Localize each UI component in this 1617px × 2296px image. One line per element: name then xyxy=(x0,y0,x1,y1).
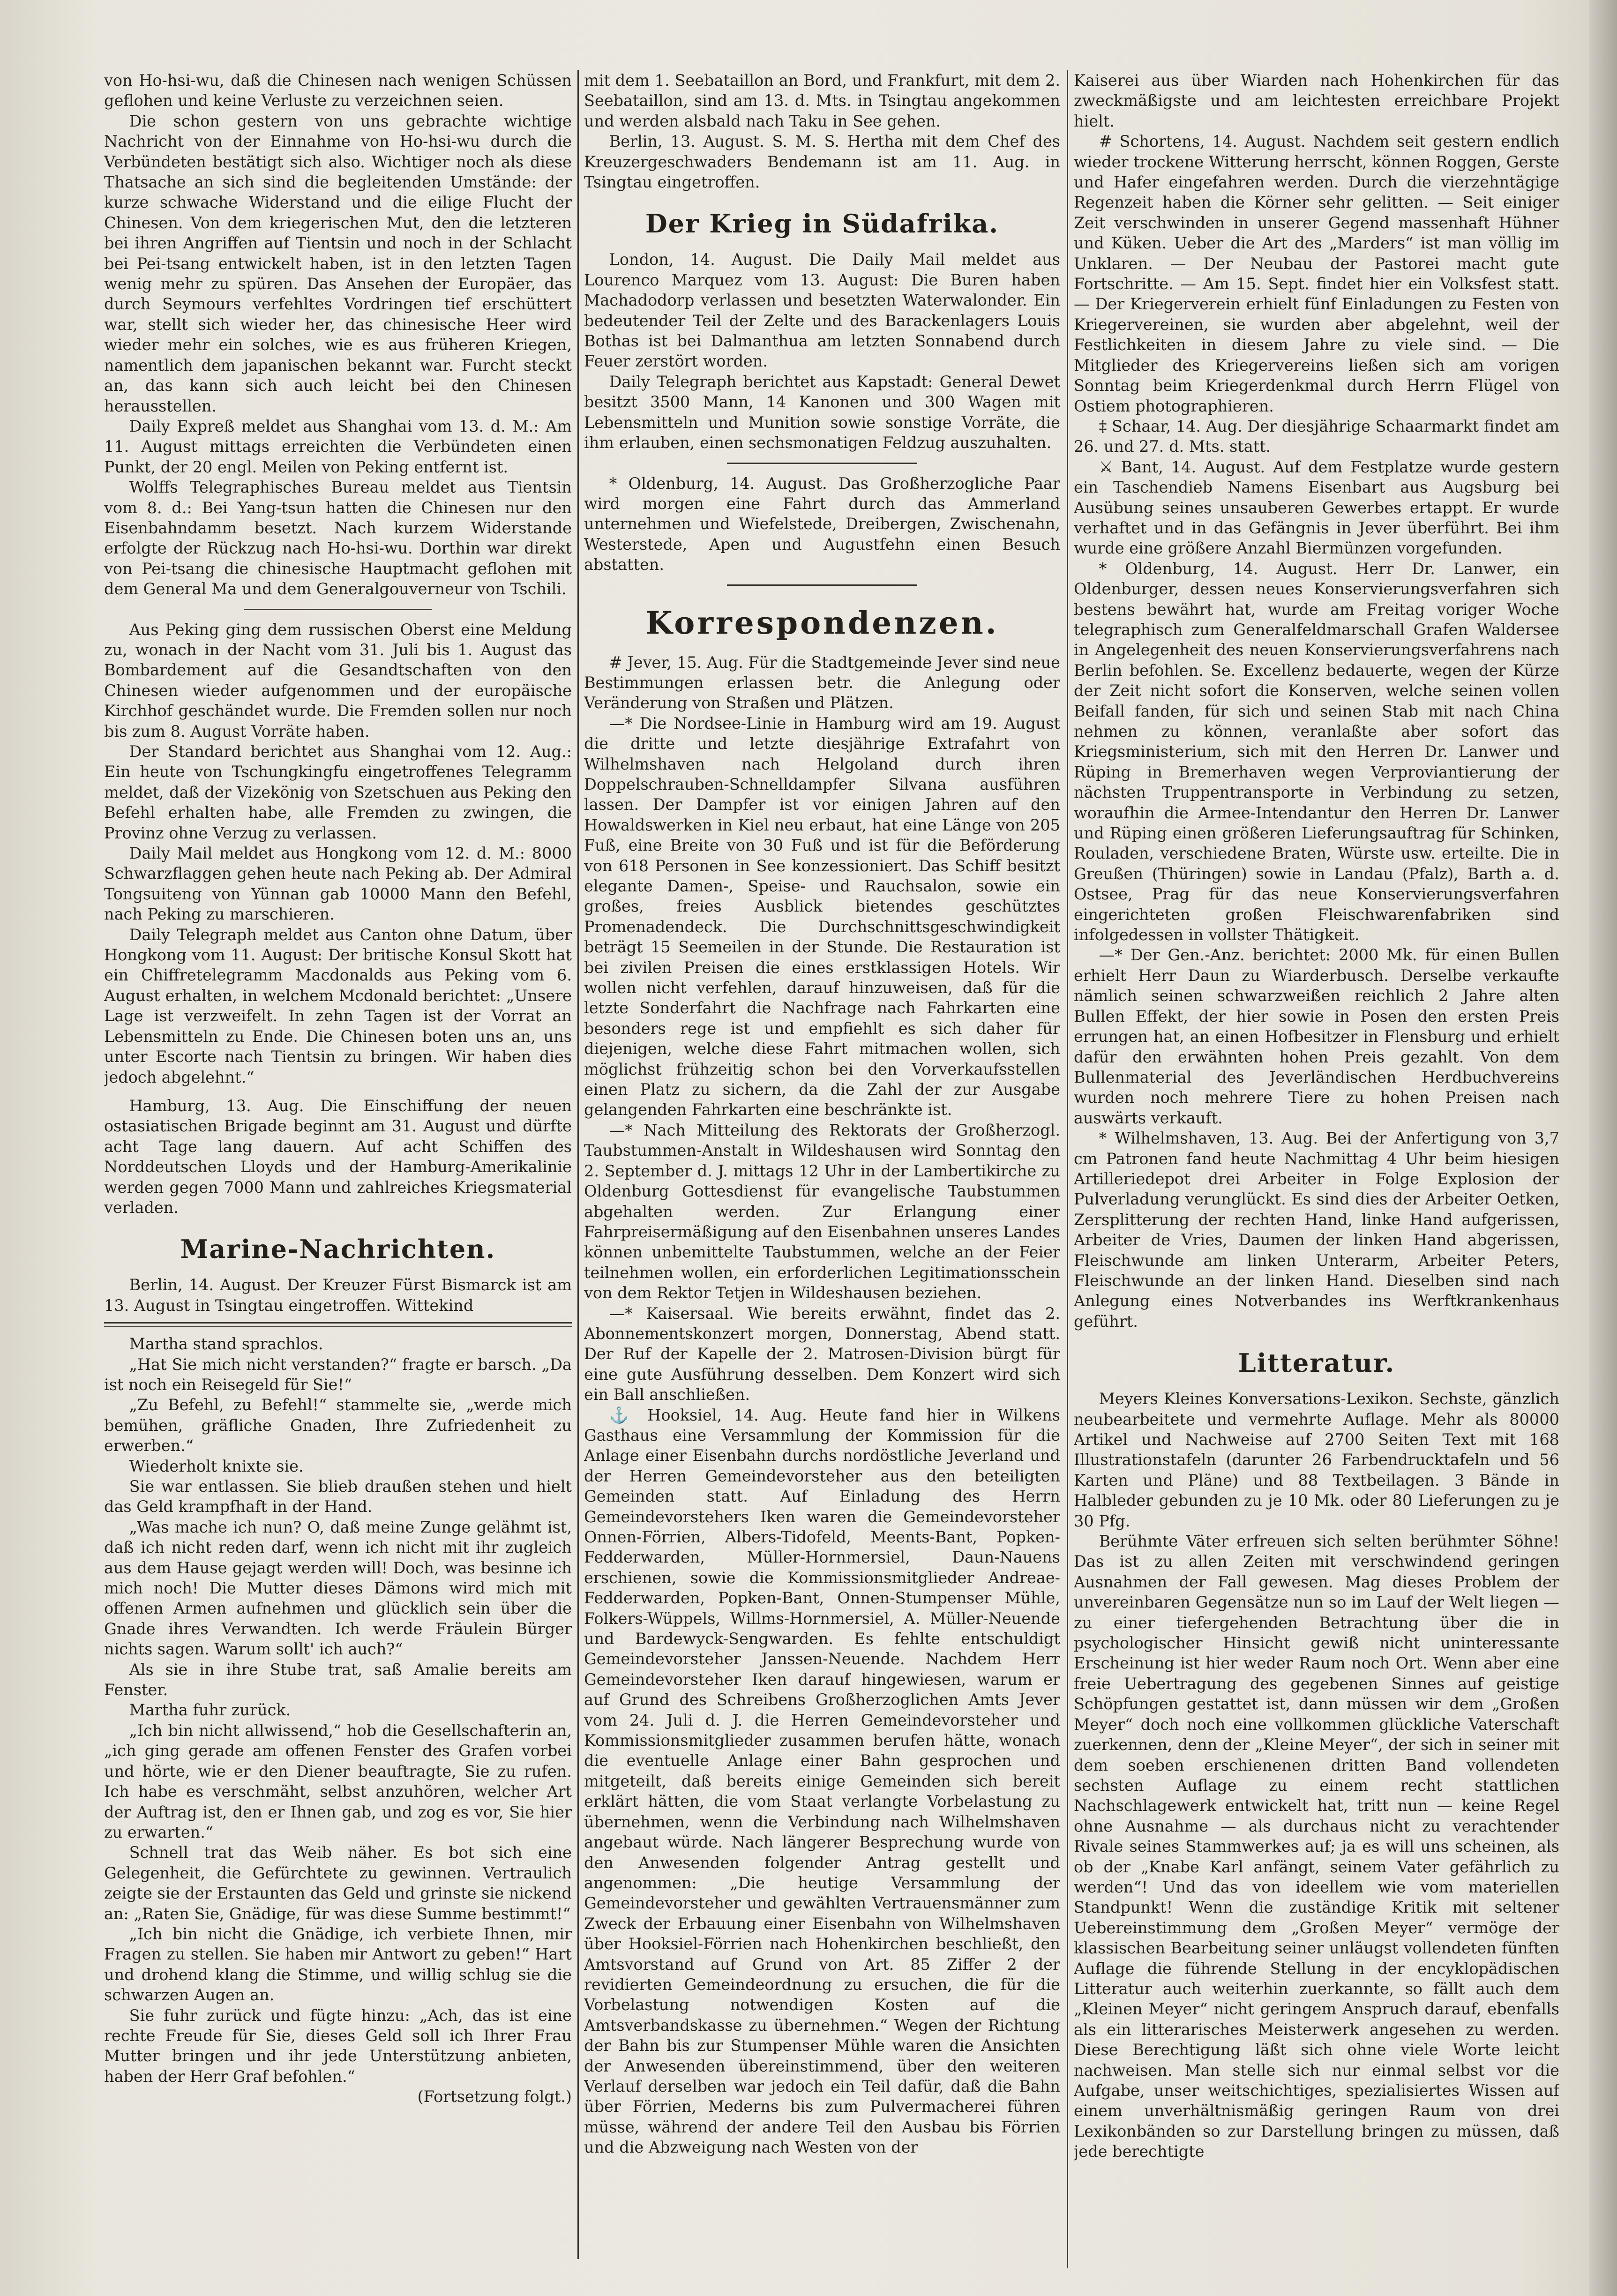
paragraph: Hamburg, 13. Aug. Die Einschiffung der neuen ostasiatischen Brigade beginnt am 31. August und dürfte acht Tage lang dauern. Auf acht Schiffen des Norddeutschen Lloyds und der Hamburg-Amerikalinie werden gegen 7000 Mann und zahlreiches Kriegsmaterial verladen. xyxy=(104,1096,572,1217)
separator-rule xyxy=(727,584,917,586)
paragraph: ⚓ Hooksiel, 14. Aug. Heute fand hier in Wilkens Gasthaus eine Versammlung der Kommission für die Anlage einer Eisenbahn durchs nordöstliche Jeverland und der Herren Gemeindevorsteher aus den beteiligten Gemeinden statt. Auf Einladung des Herrn Gemeindevorstehers Iken waren die Gemeindevorsteher Onnen-Förrien, Albers-Tidofeld, Meents-Bant, Popken-Fedderwarden, Müller-Hornmersiel, Daun-Nauens erschienen, sowie die Kommissionsmitglieder Andreae-Fedderwarden, Popken-Bant, Onnen-Stumpenser Mühle, Folkers-Wüppels, Willms-Hornmersiel, A. Müller-Neuende und Bardewyck-Sengwarden. Es fehlte entschuldigt Gemeindevorsteher Janssen-Neuende. Nachdem Herr Gemeindevorsteher Iken darauf hingewiesen, warum er auf Grund des Schreibens Großherzoglichen Amts Jever vom 24. Juli d. J. die Herren Gemeindevorsteher und Kommissionsmitglieder zusammen berufen hätte, wonach die eventuelle Anlage einer Bahn gesprochen und mitgeteilt, daß bereits einige Gemeinden sich bereit erklärt hätten, die vom Staat verlangte Vorbelastung zu übernehmen, wenn die Verbindung nach Wilhelmshaven angebaut würde. Nach längerer Besprechung wurde von den Anwesenden folgender Antrag gestellt und angenommen: „Die heutige Versammlung der Gemeindevorsteher und gewählten Vertrauensmänner zum Zweck der Erbauung einer Eisenbahn von Wilhelmshaven über Hooksiel-Förrien nach Hohenkirchen beschließt, den Amtsvorstand auf Grund von Art. 85 Ziffer 2 der revidierten Gemeindeordnung zu ersuchen, die für die Vorbelastung notwendigen Kosten auf die Amtsverbandskasse zu übernehmen.“ Wegen der Richtung der Bahn bis zur Stumpenser Mühle waren die Ansichten der Anwesenden übereinstimmend, über den weiteren Verlauf derselben war jedoch ein Teil dafür, daß die Bahn über Förrien, Mederns bis zum Pulvermacherei führen müsse, während der andere Teil den Ausbau bis Förrien und die Abzweigung nach Westen von der xyxy=(584,1406,1060,2157)
column-right xyxy=(1074,70,1559,2273)
continuation-note: (Fortsetzung folgt.) xyxy=(417,2087,572,2106)
paragraph: London, 14. August. Die Daily Mail meldet aus Lourenco Marquez vom 13. August: Die Buren haben Machadodorp verlassen und besetzten Waterwalonder. Ein bedeutender Teil der Zelte und des Barackenlagers Louis Bothas ist bei Dalmanthua am letzten Sonnabend durch Feuer zerstört worden. xyxy=(584,250,1060,371)
section-heading-korrespondenzen: Korrespondenzen. xyxy=(645,604,999,641)
paragraph: # Schortens, 14. August. Nachdem seit gestern endlich wieder trockene Witterung herrscht, können Roggen, Gerste und Hafer eingefahren werden. Durch die vierzehntägige Regenzeit haben die Körner sehr gelitten. — Seit einiger Zeit verschwinden in unserer Gegend massenhaft Hühner und Küken. Ueber die Art des „Marders“ ist man völlig im Unklaren. — Der Neubau der Pastorei macht gute Fortschritte. — Am 15. Sept. findet hier ein Volksfest statt. — Der Kriegerverein erhielt fünf Einladungen zu Festen von Kriegervereinen, sie wurden aber abgelehnt, weil der Festlichkeiten in diesem Jahre zu viele sind. — Die Mitglieder des Kriegervereins ließen sich am vorigen Sonntag beim Kriegerdenkmal durch Herrn Flügel von Ostiem photographieren. xyxy=(1074,132,1559,415)
paragraph: * Oldenburg, 14. August. Herr Dr. Lanwer, ein Oldenburger, dessen neues Konservierungsverfahren sich bestens bewährt hat, wurde am Freitag voriger Woche telegraphisch zum Generalfeldmarschall Grafen Waldersee in Angelegenheit des neuen Konservierungsverfahrens nach Berlin befohlen. Se. Excellenz bedauerte, wegen der Kürze der Zeit nicht sofort die Konserven, welche seinen vollen Beifall fanden, für sich und seinen Stab mit nach China nehmen zu können, veranlaßte aber sofort das Kriegsministerium, sich mit den Herren Dr. Lanwer und Rüping in Bremerhaven wegen Verproviantierung der nächsten Truppentransporte in Verbindung zu setzen, woraufhin die Armee-Intendantur den Herren Dr. Lanwer und Rüping einen größeren Lieferungsauftrag für Schinken, Rouladen, verschiedene Braten, Würste usw. erteilte. Die in Greußen (Thüringen) sowie in Landau (Pfalz), Barth a. d. Ostsee, Prag für das neue Konservierungsverfahren eingerichteten großen Fleischwarenfabriken sind infolgedessen in vollster Thätigkeit. xyxy=(1074,559,1559,944)
paragraph: Der Standard berichtet aus Shanghai vom 12. Aug.: Ein heute von Tschungkingfu eingetroffenes Telegramm meldet, daß der Vizekönig von Szetschuen aus Peking den Befehl erhalten habe, alle Fremden zu zwingen, die Provinz ohne Verzug zu verlassen. xyxy=(104,742,572,842)
column-middle xyxy=(584,70,1060,2273)
paragraph: „Hat Sie mich nicht verstanden?“ fragte er barsch. „Da ist noch ein Reisegeld für Sie!“ xyxy=(104,1355,572,1394)
page-edge-shadow xyxy=(1589,0,1617,2296)
paragraph: „Zu Befehl, zu Befehl!“ stammelte sie, „werde mich bemühen, gräfliche Gnaden, Ihre Zufriedenheit zu erwerben.“ xyxy=(104,1396,572,1455)
paragraph: Wolffs Telegraphisches Bureau meldet aus Tientsin vom 8. d.: Bei Yang-tsun hatten die Chinesen nur den Eisenbahndamm besetzt. Nach kurzem Widerstande erfolgte der Rückzug nach Ho-hsi-wu. Dorthin war direkt von Pei-tsang die chinesische Hauptmacht geflohen mit dem General Ma und dem Generalgouverneur von Tschili. xyxy=(104,478,572,598)
section-heading-krieg: Der Krieg in Südafrika. xyxy=(645,209,999,239)
paragraph: Berühmte Väter erfreuen sich selten berühmter Söhne! Das ist zu allen Zeiten mit verschwindend geringen Ausnahmen der Fall gewesen. Mag dieses Problem der unvereinbaren Gegensätze nun so im Lauf der Welt liegen — zu einer tiefergehenden Betrachtung über die in psychologischer Hinsicht gewiß nicht uninteressante Erscheinung ist hier weder Raum noch Ort. Wenn aber eine freie Uebertragung des gegebenen Sinnes auf geistige Schöpfungen gestattet ist, dann müssen wir dem „Großen Meyer“ doch noch eine vollkommen glückliche Vaterschaft zuerkennen, denn der „Kleine Meyer“, der sich in seiner mit dem soeben erschienenen dritten Band vollendeten sechsten Auflage zu einem recht stattlichen Nachschlagewerk entwickelt hat, tritt nun — keine Regel ohne Ausnahme — als durchaus nicht zu verachtender Rivale seines Stammwerkes auf; ja es will uns scheinen, als ob der „Knabe Karl anfängt, seinem Vater gefährlich zu werden“! Und das von ideellem wie vom materiellen Standpunkt! Wenn die zuständige Kritik mit seltener Uebereinstimmung dem „Großen Meyer“ vermöge der klassischen Bearbeitung seiner unläugst vollendeten fünften Auflage die führende Stellung in der encyklopädischen Litteratur auch weiterhin zuerkannte, so fällt auch dem „Kleinen Meyer“ nicht geringem Anspruch darauf, ebenfalls als ein litterarisches Meisterwerk angesehen zu werden. Diese Berechtigung läßt sich ohne viele Worte leicht nachweisen. Man stelle sich nur einmal selbst vor die Aufgabe, unser weitschichtiges, spezialisiertes Wissen auf einem unverhältnismäßig geringen Raum von drei Lexikonbänden so zur Darstellung bringen zu müssen, daß jede berechtigte xyxy=(1074,1532,1559,2161)
paragraph: * Wilhelmshaven, 13. Aug. Bei der Anfertigung von 3,7 cm Patronen fand heute Nachmittag 4 Uhr beim hiesigen Artilleriedepot drei Arbeiter in Folge Explosion der Pulverladung verunglückt. Es sind dies der Arbeiter Oetken, Zersplitterung der rechten Hand, linke Hand aufgerissen, Arbeiter de Vries, Daumen der linken Hand abgerissen, Fleischwunde am linken Unterarm, Arbeiter Peters, Fleischwunde an der linken Hand. Dieselben sind nach Anlegung eines Notverbandes ins Werftkrankenhaus geführt. xyxy=(1074,1129,1559,1331)
paragraph: Berlin, 14. August. Der Kreuzer Fürst Bismarck ist am 13. August in Tsingtau eingetroffen. Wittekind xyxy=(104,1276,572,1315)
paragraph: Meyers Kleines Konversations-Lexikon. Sechste, gänzlich neubearbeitete und vermehrte Auflage. Mehr als 80000 Artikel und Nachweise auf 2700 Seiten Text mit 168 Illustrationstafeln (darunter 26 Farbendrucktafeln und 56 Karten und Pläne) und 88 Textbeilagen. 3 Bände in Halbleder gebunden zu je 10 Mk. oder 80 Lieferungen zu je 30 Pfg. xyxy=(1074,1390,1559,1530)
paragraph: Wiederholt knixte sie. xyxy=(129,1457,304,1475)
paragraph: ‡ Schaar, 14. Aug. Der diesjährige Schaarmarkt findet am 26. und 27. d. Mts. statt. xyxy=(1074,417,1559,456)
separator-rule xyxy=(727,463,917,464)
paragraph: Schnell trat das Weib näher. Es bot sich eine Gelegenheit, die Gefürchtete zu gewinnen. Vertraulich zeigte sie der Erstaunten das Geld und grinste sie nickend an: „Raten Sie, Gnädige, für was diese Summe bestimmt!“ xyxy=(104,1843,572,1923)
column-rule xyxy=(577,70,579,2259)
paragraph: Daily Expreß meldet aus Shanghai vom 13. d. M.: Am 11. August mittags erreichten die Verbündeten einen Punkt, der 20 engl. Meilen von Peking entfernt ist. xyxy=(104,417,572,476)
paragraph: —* Die Nordsee-Linie in Hamburg wird am 19. August die dritte und letzte diesjährige Extrafahrt von Wilhelmshaven nach Helgoland durch ihren Doppelschrauben-Schnelldampfer Silvana ausführen lassen. Der Dampfer ist vor einigen Jahren auf den Howaldswerken in Kiel neu erbaut, hat eine Länge von 205 Fuß, eine Breite von 30 Fuß und ist für die Beförderung von 618 Personen in See konzessioniert. Das Schiff besitzt elegante Damen-, Speise- und Rauchsalon, sowie ein großes, freies Ausblick bietendes geschütztes Promenadendeck. Die Durchschnittsgeschwindigkeit beträgt 15 Seemeilen in der Stunde. Die Restauration ist bei zivilen Preisen die eines erstklassigen Hotels. Wir wollen nicht verfehlen, darauf hinzuweisen, daß für die letzte Sonderfahrt die Nachfrage nach Fahrkarten eine besonders rege ist und empfiehlt es sich daher für diejenigen, welche diese Fahrt mitmachen wollen, sich möglichst frühzeitig schon bei den Vorverkaufsstellen einen Platz zu sichern, da die Zahl der zur Ausgabe gelangenden Fahrkarten eine beschränkte ist. xyxy=(584,714,1060,1119)
paragraph: Aus Peking ging dem russischen Oberst eine Meldung zu, wonach in der Nacht vom 31. Juli bis 1. August das Bombardement auf die Gesandtschaften von den Chinesen wieder aufgenommen und der europäische Kirchhof geschändet wurde. Die Fremden sollen nur noch bis zum 8. August Vorräte haben. xyxy=(104,620,572,740)
paragraph: mit dem 1. Seebataillon an Bord, und Frankfurt, mit dem 2. Seebataillon, sind am 13. d. Mts. in Tsingtau angekommen und werden alsbald nach Taku in See gehen. xyxy=(584,71,1060,130)
paragraph: Sie fuhr zurück und fügte hinzu: „Ach, das ist eine rechte Freude für Sie, dieses Geld soll ich Ihrer Frau Mutter bringen und ihr jede Unterstützung anbieten, haben der Herr Graf befohlen.“ xyxy=(104,2006,572,2086)
paragraph: Daily Telegraph berichtet aus Kapstadt: General Dewet besitzt 3500 Mann, 14 Kanonen und 300 Wagen mit Lebensmitteln und Munition sowie sonstige Vorräte, die ihm erlauben, einen sechsmonatigen Feldzug auszuhalten. xyxy=(584,372,1060,452)
paragraph: Daily Mail meldet aus Hongkong vom 12. d. M.: 8000 Schwarzflaggen gehen heute nach Peking ab. Der Admiral Tongsuiteng von Yünnan gab 10000 Mann den Befehl, nach Peking zu marschieren. xyxy=(104,844,572,924)
paragraph: Kaiserei aus über Wiarden nach Hohenkirchen für das zweckmäßigste und am leichtesten erreichbare Projekt hielt. xyxy=(1074,71,1559,130)
paragraph: Als sie in ihre Stube trat, saß Amalie bereits am Fenster. xyxy=(104,1660,572,1699)
paragraph: Sie war entlassen. Sie blieb draußen stehen und hielt das Geld krampfhaft in der Hand. xyxy=(104,1477,572,1516)
paragraph: * Oldenburg, 14. August. Das Großherzogliche Paar wird morgen eine Fahrt durch das Ammerland unternehmen und Wiefelstede, Dreibergen, Zwischenahn, Westerstede, Apen und Augustfehn einen Besuch abstatten. xyxy=(584,474,1060,574)
paragraph: Daily Telegraph meldet aus Canton ohne Datum, über Hongkong vom 11. August: Der britische Konsul Skott hat ein Chiffretelegramm Macdonalds aus Peking vom 6. August erhalten, in welchem Mcdonald berichtet: „Unsere Lage ist verzweifelt. In zehn Tagen ist der Vorrat an Lebensmitteln zu Ende. Die Chinesen boten uns an, uns unter Escorte nach Tientsin zu bringen. Wir haben dies jedoch abgelehnt.“ xyxy=(104,925,572,1086)
section-heading-marine: Marine-Nachrichten. xyxy=(180,1234,496,1264)
paragraph: # Jever, 15. Aug. Für die Stadtgemeinde Jever sind neue Bestimmungen erlassen betr. die Anlegung oder Veränderung von Straßen und Plätzen. xyxy=(584,653,1060,712)
paragraph: —* Der Gen.-Anz. berichtet: 2000 Mk. für einen Bullen erhielt Herr Daun zu Wiarderbusch. Derselbe verkaufte nämlich seinen schwarzweißen reichlich 2 Jahre alten Bullen Effekt, der hier sowie in Posen den ersten Preis errungen hat, an einen Hofbesitzer in Flensburg und erhielt dafür den erwähnten hohen Preis gezahlt. Von dem Bullenmaterial des Jeverländischen Herdbuchvereins wurden noch mehrere Tiere zu hohen Preisen nach auswärts verkauft. xyxy=(1074,946,1559,1127)
feuilleton-rule xyxy=(104,1322,572,1327)
paragraph: ⚔ Bant, 14. August. Auf dem Festplatze wurde gestern ein Taschendieb Namens Eisenbart aus Augsburg bei Ausübung seines unsauberen Gewerbes ertappt. Er wurde verhaftet und in das Gefängnis in Jever überführt. Bei ihm wurde eine größere Anzahl Biermünzen vorgefunden. xyxy=(1074,457,1559,558)
paragraph: „Was mache ich nun? O, daß meine Zunge gelähmt ist, daß ich nicht reden darf, wenn ich nicht mit ihr zugleich aus dem Hause gejagt werden will! Doch, was besinne ich mich noch! Die Mutter dieses Dämons wird mich mit offenen Armen aufnehmen und glücklich sein über die Gnade ihres Verwandten. Ich werde Fräulein Bürger nichts sagen. Warum sollt' ich auch?“ xyxy=(104,1518,572,1659)
column-rule xyxy=(1067,70,1068,2268)
paragraph: Martha stand sprachlos. xyxy=(129,1335,323,1354)
separator-rule xyxy=(244,609,431,610)
paragraph: „Ich bin nicht die Gnädige, ich verbiete Ihnen, mir Fragen zu stellen. Sie haben mir Antwort zu geben!“ Hart und drohend klang die Stimme, und willig schlug sie die schwarzen Augen an. xyxy=(104,1924,572,2004)
paragraph: Die schon gestern von uns gebrachte wichtige Nachricht von der Einnahme von Ho-hsi-wu durch die Verbündeten bestätigt sich also. Wichtiger noch als diese Thatsache an sich sind die begleitenden Umstände: der kurze schwache Widerstand und die eilige Flucht der Chinesen. Von dem kriegerischen Mut, den die letzteren bei ihren Angriffen auf Tientsin und noch in der Schlacht bei Pei-tsang entwickelt haben, ist in den letzten Tagen wenig mehr zu spüren. Das Ansehen der Europäer, das durch Seymours verfehltes Vordringen tief erschüttert war, stellt sich wieder her, das chinesische Heer wird wieder mehr ein solches, wie es aus früheren Kriegen, namentlich dem japanischen bekannt war. Furcht steckt an, das kann sich auch leicht bei den Chinesen herausstellen. xyxy=(104,112,572,415)
column-left xyxy=(104,70,572,2273)
section-heading-litteratur: Litteratur. xyxy=(1238,1348,1395,1378)
paragraph: von Ho-hsi-wu, daß die Chinesen nach wenigen Schüssen geflohen und keine Verluste zu verzeichnen seien. xyxy=(104,71,572,110)
paragraph: Martha fuhr zurück. xyxy=(129,1701,291,1720)
paragraph: „Ich bin nicht allwissend,“ hob die Gesellschafterin an, „ich ging gerade am offenen Fenster des Grafen vorbei und hörte, wie er den Diener beauftragte, Sie zu rufen. Ich habe es verschmäht, selbst anzuhören, welcher Art der Auftrag ist, den er Ihnen gab, und zog es vor, Sie hier zu erwarten.“ xyxy=(104,1721,572,1841)
paragraph: —* Kaisersaal. Wie bereits erwähnt, findet das 2. Abonnementskonzert morgen, Donnerstag, Abend statt. Der Ruf der Kapelle der 2. Matrosen-Division bürgt für eine gute Ausführung desselben. Dem Konzert wird sich ein Ball anschließen. xyxy=(584,1304,1060,1404)
paragraph: Berlin, 13. August. S. M. S. Hertha mit dem Chef des Kreuzergeschwaders Bendemann ist am 11. Aug. in Tsingtau eingetroffen. xyxy=(584,132,1060,192)
paragraph: —* Nach Mitteilung des Rektorats der Großherzogl. Taubstummen-Anstalt in Wildeshausen wird Sonntag den 2. September d. J. mittags 12 Uhr in der Lambertikirche zu Oldenburg Gottesdienst für evangelische Taubstummen abgehalten werden. Zur Erlangung einer Fahrpreisermäßigung auf den Eisenbahnen unseres Landes können unbemittelte Taubstummen, welche an der Feier teilnehmen wollen, ein erforderlichen Legitimationsschein von dem Rektor Tetjen in Wildeshausen beziehen. xyxy=(584,1121,1060,1302)
